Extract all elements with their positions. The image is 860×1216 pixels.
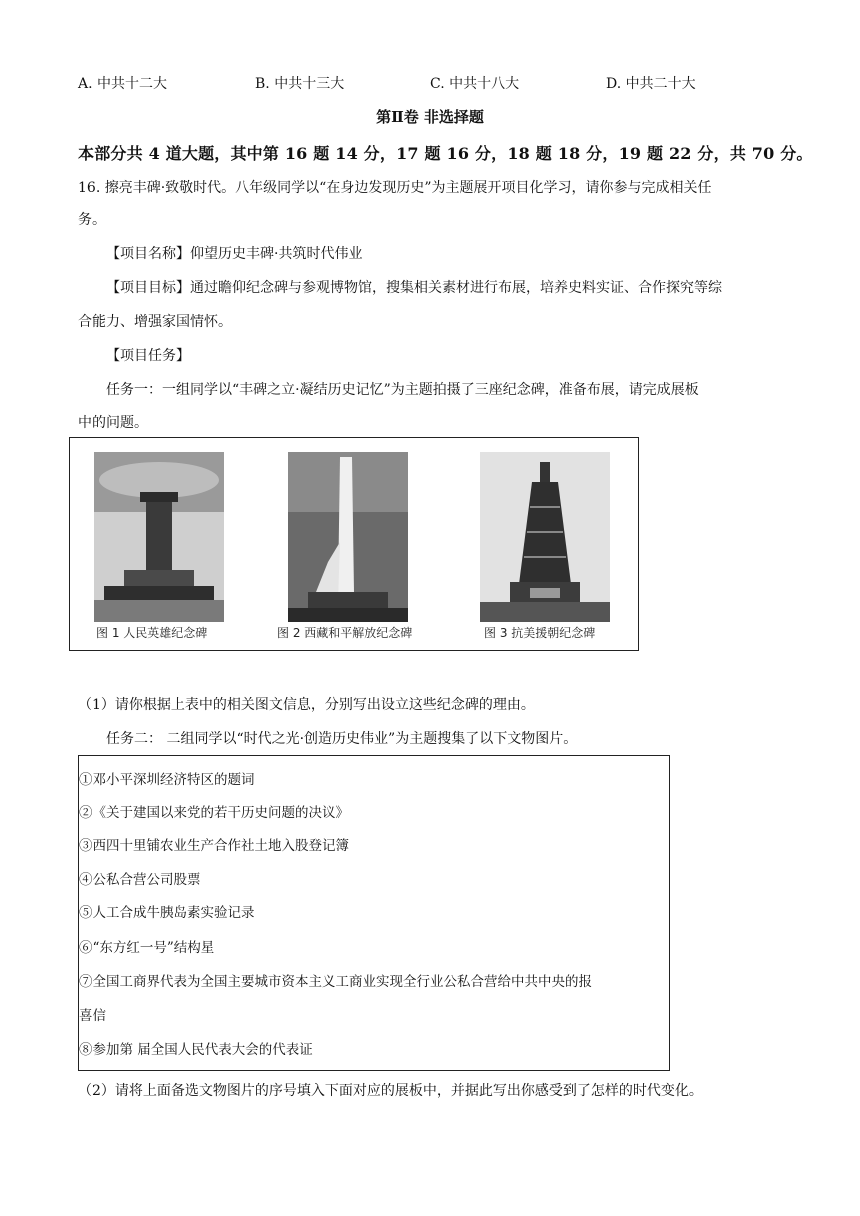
caption-figure-3: 图 3 抗美援朝纪念碑 (484, 626, 596, 640)
sub-question-2: （2）请将上面备选文物图片的序号填入下面对应的展板中，并据此写出你感受到了怎样的时代变化。 (78, 1083, 703, 1099)
list-item: ④公私合营公司股票 (79, 872, 201, 888)
list-item: ⑤人工合成牛胰岛素实验记录 (79, 905, 255, 921)
option-c (430, 73, 519, 93)
section-note: 本部分共 4 道大题，其中第 16 题 14 分，17 题 16 分，18 题 18 分，19 题 22 分，共 70 分。 (78, 144, 813, 163)
monument-photo-panel (69, 437, 639, 651)
task2-line: 任务二： 二组同学以“时代之光·创造历史伟业”为主题搜集了以下文物图片。 (106, 731, 578, 747)
monument-photo-3 (480, 452, 610, 622)
project-task-heading: 【项目任务】 (106, 348, 190, 364)
list-item: ⑥“东方红一号”结构星 (79, 940, 215, 956)
section-title: 第Ⅱ卷 非选择题 (376, 108, 484, 126)
option-a-letter: A. (78, 76, 93, 92)
q16-line-2: 务。 (78, 212, 106, 228)
project-goal-line-1: 【项目目标】通过瞻仰纪念碑与参观博物馆，搜集相关素材进行布展，培养史料实证、合作探究等综 (106, 280, 722, 296)
monument-photo-1 (94, 452, 224, 622)
option-b-text: 中共十三大 (274, 76, 345, 92)
list-item: ⑧参加第 届全国人民代表大会的代表证 (79, 1042, 313, 1058)
option-c-letter: C. (430, 76, 445, 92)
option-a (78, 73, 167, 93)
q16-line-1: 16. 擦亮丰碑·致敬时代。八年级同学以“在身边发现历史”为主题展开项目化学习，请你参与完成相关任 (78, 180, 712, 196)
option-c-text: 中共十八大 (449, 76, 520, 92)
task1-line-1: 任务一：一组同学以“丰碑之立·凝结历史记忆”为主题拍摄了三座纪念碑，准备布展，请完成展板 (106, 382, 699, 398)
option-d-text: 中共二十大 (625, 76, 696, 92)
list-item: ③西四十里铺农业生产合作社土地入股登记簿 (79, 838, 349, 854)
artifact-list-box (78, 755, 670, 1071)
option-d-letter: D. (606, 76, 622, 92)
sub-question-1: （1）请你根据上表中的相关图文信息，分别写出设立这些纪念碑的理由。 (78, 697, 535, 713)
list-item: ②《关于建国以来党的若干历史问题的决议》 (79, 805, 349, 821)
option-b (255, 73, 344, 93)
task1-line-2: 中的问题。 (78, 415, 148, 431)
list-item: ⑦全国工商界代表为全国主要城市资本主义工商业实现全行业公私合营给中共中央的报 (79, 974, 592, 990)
list-item: ①邓小平深圳经济特区的题词 (79, 772, 255, 788)
project-name: 【项目名称】仰望历史丰碑·共筑时代伟业 (106, 246, 363, 262)
project-goal-line-2: 合能力、增强家国情怀。 (78, 314, 232, 330)
caption-figure-2: 图 2 西藏和平解放纪念碑 (277, 626, 413, 640)
option-b-letter: B. (255, 76, 270, 92)
caption-figure-1: 图 1 人民英雄纪念碑 (96, 626, 208, 640)
monument-photo-2 (288, 452, 408, 622)
option-d (606, 73, 696, 93)
list-item: 喜信 (79, 1008, 106, 1024)
option-a-text: 中共十二大 (97, 76, 168, 92)
